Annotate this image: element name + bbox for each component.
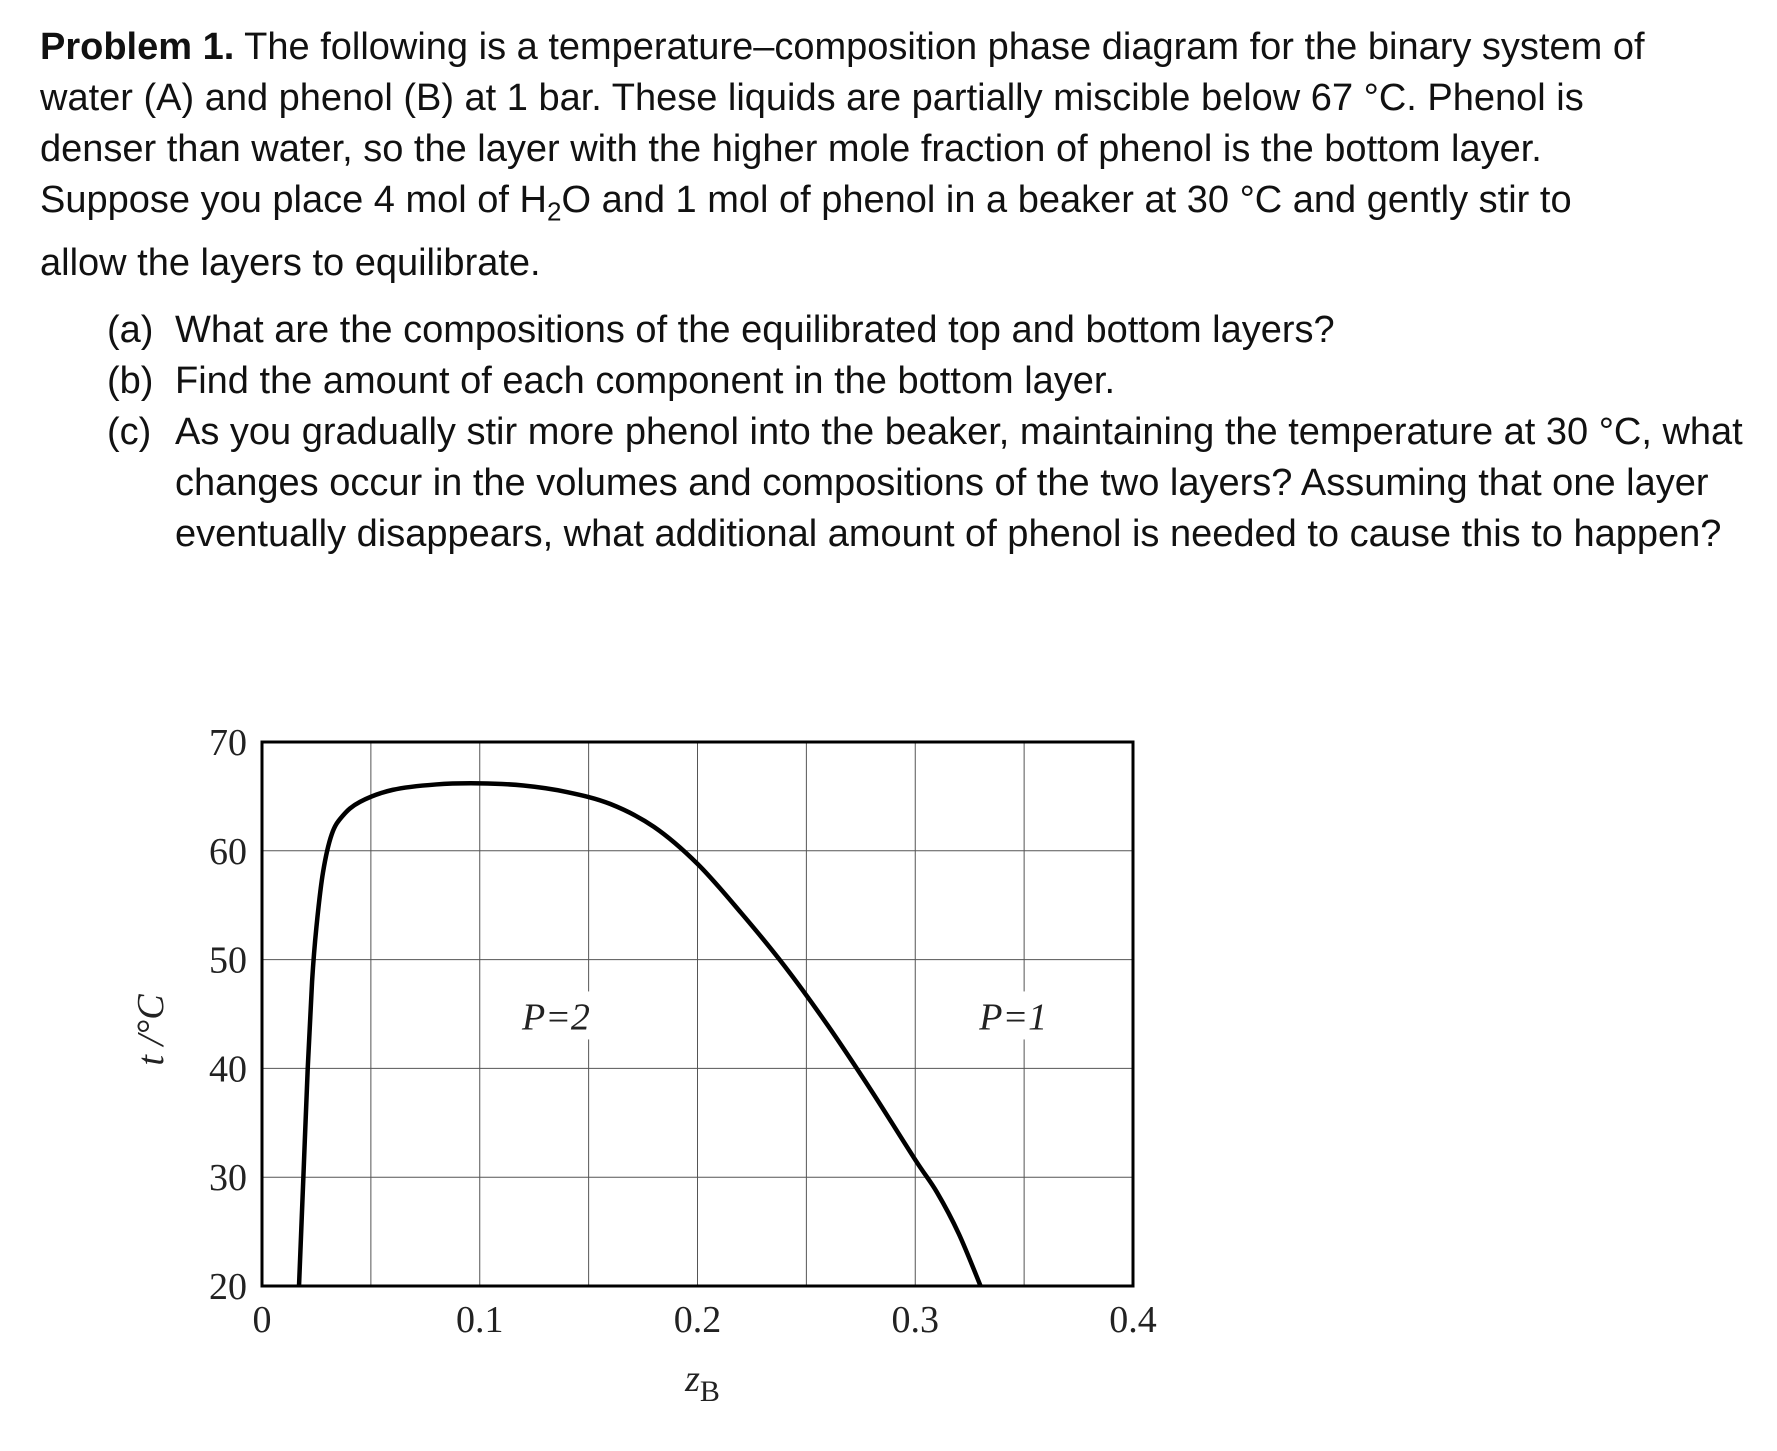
statement-line-1: The following is a temperature–composition phase diagram for the binary system of — [234, 26, 1645, 68]
part-label: (a) — [107, 309, 154, 351]
statement-line-2: water (A) and phenol (B) at 1 bar. These liquids are partially miscible below 67 °C. Phenol is — [40, 77, 1584, 119]
y-tick-label: 50 — [209, 939, 247, 982]
region-label: P=1 — [979, 996, 1048, 1039]
statement-line-4-pre: Suppose you place 4 mol of H — [40, 179, 547, 221]
x-tick-label: 0 — [252, 1299, 272, 1341]
part-text: As you gradually stir more phenol into the beaker, maintaining the temperature at 30 °C, what changes occur in the volumes and compositions of the two layers? Assuming that one layer eventually disappears, what additional amount of phenol is needed to cause this to happen? — [175, 411, 1743, 555]
x-axis-label-subscript: B — [699, 1375, 720, 1408]
y-tick-label: 30 — [209, 1157, 247, 1200]
x-axis-label: $z_B$ — [685, 1358, 720, 1408]
x-tick-label: 0.3 — [891, 1299, 939, 1341]
region-label: P=2 — [522, 996, 590, 1039]
statement-line-4-post: O and 1 mol of phenol in a beaker at 30 °C and gently stir to — [561, 179, 1572, 221]
problem-heading: Problem 1. — [40, 26, 235, 68]
x-tick-label: 0.2 — [673, 1299, 722, 1341]
subscript-2: 2 — [546, 196, 562, 227]
y-tick-label: 70 — [209, 722, 247, 764]
statement-line-5: allow the layers to equilibrate. — [40, 241, 541, 284]
y-axis-label: t /°C — [130, 994, 172, 1066]
part-label: (b) — [107, 360, 154, 402]
statement-line-3: denser than water, so the layer with the higher mole fraction of phenol is the bottom layer. — [40, 128, 1542, 170]
coexistence-curve — [299, 783, 981, 1286]
y-tick-label: 40 — [209, 1048, 247, 1091]
part-text: What are the compositions of the equilibrated top and bottom layers? — [175, 309, 1335, 351]
y-tick-label: 60 — [209, 830, 247, 873]
x-tick-label: 0.1 — [456, 1299, 504, 1341]
y-tick-label: 20 — [209, 1266, 247, 1308]
part-label: (c) — [107, 411, 152, 453]
part-text: Find the amount of each component in the bottom layer. — [175, 360, 1116, 402]
x-tick-label: 0.4 — [1109, 1299, 1157, 1341]
